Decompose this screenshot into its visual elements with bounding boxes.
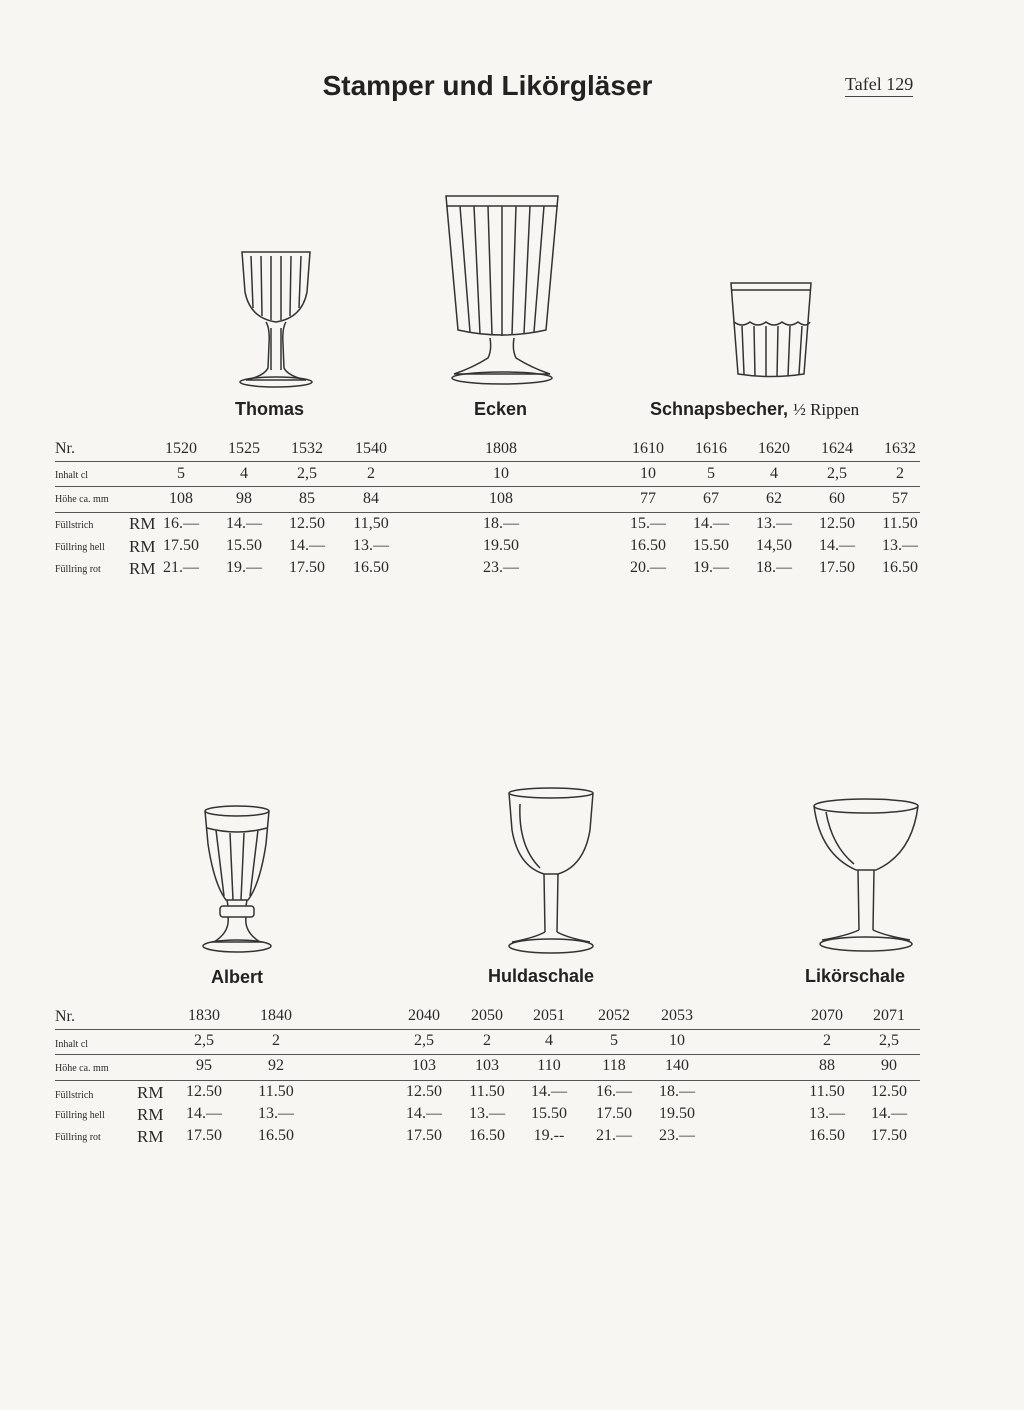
table-cell-price-hell: 13.— [809, 1105, 845, 1122]
huldaschale-glass-icon [504, 786, 598, 958]
table-cell-inhalt: 10 [669, 1032, 685, 1049]
table-cell-hoehe: 60 [829, 490, 845, 507]
table-cell-price-rot: 21.— [596, 1127, 632, 1144]
table-cell-price-fuellstrich: 11.50 [469, 1083, 505, 1100]
group-name-schnapsbecher-label: Schnapsbecher, [650, 399, 789, 419]
table-cell-price-rot: 16.50 [469, 1127, 505, 1144]
table-cell-inhalt: 2 [272, 1032, 280, 1049]
table-cell-price-rot: 16.50 [353, 559, 389, 576]
table-cell-price-fuellstrich: 13.— [756, 515, 792, 532]
row-label-inhalt: Inhalt cl [55, 470, 89, 481]
currency-label: RM [137, 1083, 164, 1102]
table-cell-inhalt: 4 [545, 1032, 553, 1049]
currency-label: RM [129, 559, 156, 578]
table-cell-nr: 1632 [884, 440, 916, 457]
table-cell-price-hell: 14,50 [756, 537, 792, 554]
currency-label: RM [137, 1105, 164, 1124]
table-cell-price-hell: 14.— [186, 1105, 222, 1122]
row-label-fuellring-rot: Füllring rot [55, 564, 101, 575]
table-cell-nr: 1540 [355, 440, 387, 457]
table-cell-price-hell: 15.50 [226, 537, 262, 554]
thomas-glass-icon [236, 248, 316, 390]
table-cell-hoehe: 108 [169, 490, 193, 507]
table-cell-hoehe: 92 [268, 1057, 284, 1074]
table-cell-inhalt: 2 [823, 1032, 831, 1049]
table-rule [55, 1054, 920, 1055]
table-cell-price-hell: 13.— [469, 1105, 505, 1122]
table-cell-price-fuellstrich: 12.50 [871, 1083, 907, 1100]
currency-label: RM [129, 514, 156, 533]
table-cell-nr: 2071 [873, 1007, 905, 1024]
table-cell-price-rot: 17.50 [406, 1127, 442, 1144]
table-cell-price-rot: 17.50 [819, 559, 855, 576]
table-cell-inhalt: 4 [770, 465, 778, 482]
table-cell-price-fuellstrich: 15.— [630, 515, 666, 532]
table-cell-price-fuellstrich: 12.50 [406, 1083, 442, 1100]
table-cell-nr: 1830 [188, 1007, 220, 1024]
table-cell-inhalt: 5 [707, 465, 715, 482]
table-cell-price-hell: 19.50 [483, 537, 519, 554]
table-cell-inhalt: 2,5 [879, 1032, 899, 1049]
table-cell-price-rot: 18.— [756, 559, 792, 576]
table-cell-price-fuellstrich: 12.50 [819, 515, 855, 532]
table-cell-price-hell: 15.50 [693, 537, 729, 554]
table-cell-inhalt: 10 [640, 465, 656, 482]
table-cell-price-fuellstrich: 14.— [531, 1083, 567, 1100]
table-cell-hoehe: 85 [299, 490, 315, 507]
table-cell-price-fuellstrich: 12.50 [289, 515, 325, 532]
plate-number: Tafel 129 [845, 74, 913, 97]
table-cell-price-hell: 14.— [289, 537, 325, 554]
table-cell-inhalt: 2,5 [827, 465, 847, 482]
table-cell-hoehe: 88 [819, 1057, 835, 1074]
row-label-fuellring-hell: Füllring hell [55, 542, 105, 553]
table-cell-nr: 1624 [821, 440, 853, 457]
table-cell-inhalt: 2 [483, 1032, 491, 1049]
table-cell-price-hell: 16.50 [630, 537, 666, 554]
table-cell-inhalt: 4 [240, 465, 248, 482]
table-cell-price-fuellstrich: 18.— [483, 515, 519, 532]
table-cell-inhalt: 5 [610, 1032, 618, 1049]
group-name-ecken: Ecken [474, 399, 528, 419]
table-cell-inhalt: 2 [367, 465, 375, 482]
table-cell-nr: 1808 [485, 440, 517, 457]
table-cell-price-rot: 23.— [483, 559, 519, 576]
table-cell-price-hell: 19.50 [659, 1105, 695, 1122]
table-cell-price-fuellstrich: 14.— [226, 515, 262, 532]
table-cell-inhalt: 2 [896, 465, 904, 482]
table-cell-inhalt: 5 [177, 465, 185, 482]
table-cell-price-rot: 23.— [659, 1127, 695, 1144]
table-cell-price-rot: 17.50 [186, 1127, 222, 1144]
currency-label: RM [137, 1127, 164, 1146]
table-cell-price-rot: 19.-- [533, 1127, 565, 1144]
table-rule [55, 512, 920, 513]
table-cell-nr: 1610 [632, 440, 664, 457]
table-cell-price-fuellstrich: 11.50 [809, 1083, 845, 1100]
table-cell-price-hell: 13.— [353, 537, 389, 554]
table-cell-hoehe: 108 [489, 490, 513, 507]
group-name-schnapsbecher [650, 399, 859, 420]
table-cell-price-fuellstrich: 16.— [596, 1083, 632, 1100]
table-cell-price-hell: 17.50 [596, 1105, 632, 1122]
table-cell-price-rot: 21.— [163, 559, 199, 576]
row-label-nr: Nr. [55, 440, 75, 457]
table-cell-price-rot: 19.— [693, 559, 729, 576]
table-cell-price-fuellstrich: 11.50 [882, 515, 918, 532]
table-cell-price-hell: 14.— [871, 1105, 907, 1122]
table-cell-price-rot: 17.50 [871, 1127, 907, 1144]
table-cell-nr: 1620 [758, 440, 790, 457]
table-rule [55, 461, 920, 462]
table-cell-price-fuellstrich: 16.— [163, 515, 199, 532]
table-cell-hoehe: 57 [892, 490, 908, 507]
albert-glass-icon [200, 804, 274, 958]
table-cell-price-fuellstrich: 11.50 [258, 1083, 294, 1100]
table-cell-nr: 2052 [598, 1007, 630, 1024]
schnapsbecher-glass-icon [728, 280, 814, 380]
table-cell-hoehe: 84 [363, 490, 379, 507]
likoerschale-glass-icon [810, 796, 922, 956]
table-cell-nr: 1840 [260, 1007, 292, 1024]
table-cell-inhalt: 2,5 [194, 1032, 214, 1049]
table-cell-price-hell: 14.— [819, 537, 855, 554]
table-cell-price-fuellstrich: 12.50 [186, 1083, 222, 1100]
group-name-albert: Albert [211, 967, 264, 987]
table-cell-price-hell: 17.50 [163, 537, 199, 554]
table-cell-hoehe: 67 [703, 490, 719, 507]
table-cell-hoehe: 103 [412, 1057, 436, 1074]
page-title: Stamper und Likörgläser [322, 70, 653, 101]
table-cell-nr: 2050 [471, 1007, 503, 1024]
table-cell-price-hell: 15.50 [531, 1105, 567, 1122]
table-cell-inhalt: 2,5 [414, 1032, 434, 1049]
row-label-hoehe: Höhe ca. mm [55, 1063, 109, 1074]
table-cell-price-rot: 17.50 [289, 559, 325, 576]
row-label-inhalt: Inhalt cl [55, 1039, 89, 1050]
table-cell-hoehe: 90 [881, 1057, 897, 1074]
row-label-hoehe: Höhe ca. mm [55, 494, 109, 505]
table-cell-price-rot: 20.— [630, 559, 666, 576]
group-subtitle-rippen: ½ Rippen [793, 400, 860, 419]
row-label-fuellstrich: Füllstrich [55, 520, 94, 531]
table-cell-price-rot: 16.50 [258, 1127, 294, 1144]
table-cell-hoehe: 77 [640, 490, 656, 507]
table-rule [55, 1080, 920, 1081]
table-cell-hoehe: 140 [665, 1057, 689, 1074]
table-cell-nr: 2070 [811, 1007, 843, 1024]
table-cell-price-hell: 13.— [882, 537, 918, 554]
table-cell-price-rot: 16.50 [809, 1127, 845, 1144]
table-cell-inhalt: 10 [493, 465, 509, 482]
table-rule [55, 1029, 920, 1030]
table-cell-inhalt: 2,5 [297, 465, 317, 482]
row-label-fuellring-hell: Füllring hell [55, 1110, 105, 1121]
currency-label: RM [129, 537, 156, 556]
group-name-huldaschale: Huldaschale [488, 966, 595, 986]
group-name-likoerschale: Likörschale [805, 966, 906, 986]
table-cell-nr: 2051 [533, 1007, 565, 1024]
table-cell-hoehe: 95 [196, 1057, 212, 1074]
table-cell-hoehe: 110 [537, 1057, 561, 1074]
table-cell-hoehe: 103 [475, 1057, 499, 1074]
table-rule [55, 486, 920, 487]
row-label-fuellring-rot: Füllring rot [55, 1132, 101, 1143]
row-label-fuellstrich: Füllstrich [55, 1090, 94, 1101]
table-cell-price-fuellstrich: 11,50 [353, 515, 389, 532]
table-cell-nr: 2040 [408, 1007, 440, 1024]
table-cell-hoehe: 62 [766, 490, 782, 507]
table-cell-nr: 1520 [165, 440, 197, 457]
table-cell-nr: 1525 [228, 440, 260, 457]
table-cell-nr: 2053 [661, 1007, 693, 1024]
row-label-nr: Nr. [55, 1008, 75, 1025]
table-cell-price-fuellstrich: 14.— [693, 515, 729, 532]
table-cell-price-rot: 16.50 [882, 559, 918, 576]
table-cell-nr: 1616 [695, 440, 727, 457]
table-cell-hoehe: 98 [236, 490, 252, 507]
table-cell-price-hell: 14.— [406, 1105, 442, 1122]
table-cell-price-fuellstrich: 18.— [659, 1083, 695, 1100]
table-cell-nr: 1532 [291, 440, 323, 457]
group-name-thomas: Thomas [235, 399, 305, 419]
ecken-glass-icon [442, 192, 562, 390]
table-cell-price-rot: 19.— [226, 559, 262, 576]
table-cell-hoehe: 118 [602, 1057, 626, 1074]
table-cell-price-hell: 13.— [258, 1105, 294, 1122]
